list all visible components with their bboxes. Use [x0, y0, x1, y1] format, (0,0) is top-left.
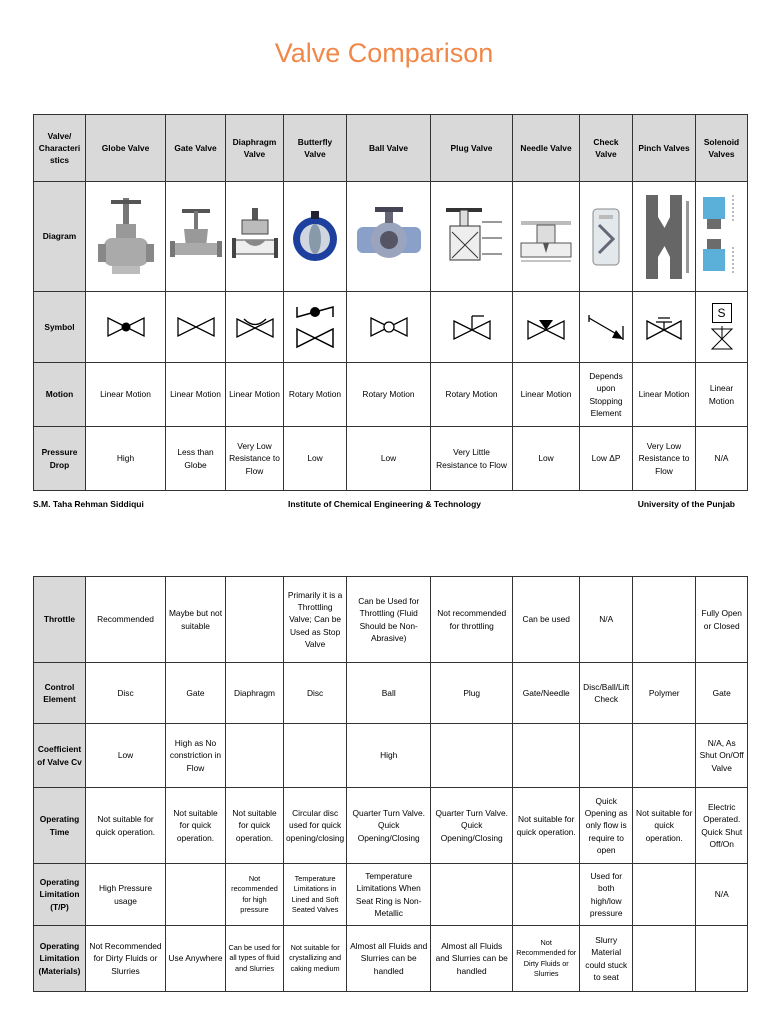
header-cell: Diaphragm Valve	[226, 115, 284, 182]
cell: Not Recommended for Dirty Fluids or Slurries	[513, 926, 580, 992]
header-cell: Valve/ Characteri stics	[34, 115, 86, 182]
cell	[431, 724, 513, 788]
cell: Fully Open or Closed	[696, 577, 748, 663]
cell	[431, 864, 513, 926]
cell: Linear Motion	[513, 363, 580, 427]
cell: High	[347, 724, 431, 788]
cell: Not recommended for high pressure	[226, 864, 284, 926]
check-valve-symbol	[580, 292, 633, 363]
header-cell: Pinch Valves	[633, 115, 696, 182]
cell: Quarter Turn Valve. Quick Opening/Closing	[347, 788, 431, 864]
cell: Not suitable for quick operation.	[513, 788, 580, 864]
cell: Rotary Motion	[431, 363, 513, 427]
cell: Not Recommended for Dirty Fluids or Slurries	[86, 926, 166, 992]
cell: Linear Motion	[696, 363, 748, 427]
cell: Low	[347, 427, 431, 491]
cell: Low	[86, 724, 166, 788]
cell: Less than Globe	[166, 427, 226, 491]
cell: Rotary Motion	[284, 363, 347, 427]
footer-author: S.M. Taha Rehman Siddiqui	[33, 499, 144, 509]
cell: High	[86, 427, 166, 491]
needle-valve-diagram	[513, 182, 580, 292]
valve-table-part-2	[33, 576, 748, 992]
cell: Almost all Fluids and Slurries can be handled	[347, 926, 431, 992]
coefficient-row	[34, 724, 748, 788]
cell	[226, 577, 284, 663]
cell: Gate	[166, 663, 226, 724]
row-label: Control Element	[34, 663, 86, 724]
cell: Not suitable for crystallizing and caking medium	[284, 926, 347, 992]
cell: Use Anywhere	[166, 926, 226, 992]
cell: Rotary Motion	[347, 363, 431, 427]
cell: Polymer	[633, 663, 696, 724]
cell	[284, 724, 347, 788]
cell: N/A	[696, 864, 748, 926]
cell: Recommended	[86, 577, 166, 663]
cell: Disc	[284, 663, 347, 724]
cell: Linear Motion	[633, 363, 696, 427]
cell: N/A, As Shut On/Off Valve	[696, 724, 748, 788]
row-label: Operating Limitation (Materials)	[34, 926, 86, 992]
header-cell: Plug Valve	[431, 115, 513, 182]
cell: Primarily it is a Throttling Valve; Can be Used as Stop Valve	[284, 577, 347, 663]
motion-row	[34, 363, 748, 427]
butterfly-valve-symbol	[284, 292, 347, 363]
cell: Disc/Ball/Lift Check	[580, 663, 633, 724]
cell: N/A	[580, 577, 633, 663]
header-cell: Gate Valve	[166, 115, 226, 182]
cell: Linear Motion	[226, 363, 284, 427]
cell: Temperature Limitations in Lined and Soft Seated Valves	[284, 864, 347, 926]
cell: Linear Motion	[166, 363, 226, 427]
page-title: Valve Comparison	[274, 38, 494, 68]
header-cell: Butterfly Valve	[284, 115, 347, 182]
row-label: Throttle	[34, 577, 86, 663]
plug-valve-diagram	[431, 182, 513, 292]
cell: Can be used for all types of fluid and Slurries	[226, 926, 284, 992]
cell	[633, 926, 696, 992]
throttle-row	[34, 577, 748, 663]
cell: Not recommended for throttling	[431, 577, 513, 663]
cell: Depends upon Stopping Element	[580, 363, 633, 427]
cell: Almost all Fluids and Slurries can be handled	[431, 926, 513, 992]
cell: Ball	[347, 663, 431, 724]
cell: Linear Motion	[86, 363, 166, 427]
cell	[166, 864, 226, 926]
globe-valve-symbol	[86, 292, 166, 363]
cell	[580, 724, 633, 788]
cell: Disc	[86, 663, 166, 724]
ball-valve-symbol	[347, 292, 431, 363]
cell: Temperature Limitations When Seat Ring is Non-Metallic	[347, 864, 431, 926]
valve-table-part-1	[33, 114, 748, 491]
pinch-valve-symbol	[633, 292, 696, 363]
row-label: Operating Time	[34, 788, 86, 864]
cell: Plug	[431, 663, 513, 724]
cell: Quick Opening as only flow is require to open	[580, 788, 633, 864]
cell: Very Low Resistance to Flow	[633, 427, 696, 491]
diaphragm-valve-diagram	[226, 182, 284, 292]
row-label: Operating Limitation (T/P)	[34, 864, 86, 926]
cell: Very Little Resistance to Flow	[431, 427, 513, 491]
cell: Slurry Material could stuck to seat	[580, 926, 633, 992]
row-label: Pressure Drop	[34, 427, 86, 491]
check-valve-diagram	[580, 182, 633, 292]
pressure-drop-row	[34, 427, 748, 491]
cell: Gate	[696, 663, 748, 724]
row-label: Symbol	[34, 292, 86, 363]
operating-time-row	[34, 788, 748, 864]
cell	[513, 724, 580, 788]
solenoid-valve-diagram	[696, 182, 748, 292]
needle-valve-symbol	[513, 292, 580, 363]
header-row	[34, 115, 748, 182]
cell: Not suitable for quick operation.	[633, 788, 696, 864]
cell: Can be Used for Throttling (Fluid Should be Non-Abrasive)	[347, 577, 431, 663]
header-cell: Globe Valve	[86, 115, 166, 182]
row-label: Coefficient of Valve Cv	[34, 724, 86, 788]
solenoid-valve-symbol	[696, 292, 748, 363]
cell	[633, 577, 696, 663]
cell: Can be used	[513, 577, 580, 663]
butterfly-valve-diagram	[284, 182, 347, 292]
cell: High Pressure usage	[86, 864, 166, 926]
cell: N/A	[696, 427, 748, 491]
symbol-row	[34, 292, 748, 363]
header-cell: Ball Valve	[347, 115, 431, 182]
cell	[226, 724, 284, 788]
cell: Diaphragm	[226, 663, 284, 724]
cell: Not suitable for quick operation.	[86, 788, 166, 864]
pinch-valve-diagram	[633, 182, 696, 292]
cell: Electric Operated. Quick Shut Off/On	[696, 788, 748, 864]
header-cell: Needle Valve	[513, 115, 580, 182]
gate-valve-diagram	[166, 182, 226, 292]
diagram-row	[34, 182, 748, 292]
cell: Very Low Resistance to Flow	[226, 427, 284, 491]
cell: Low	[513, 427, 580, 491]
cell: Not suitable for quick operation.	[226, 788, 284, 864]
cell: Gate/Needle	[513, 663, 580, 724]
plug-valve-symbol	[431, 292, 513, 363]
cell: Low	[284, 427, 347, 491]
ball-valve-diagram	[347, 182, 431, 292]
control-element-row	[34, 663, 748, 724]
cell: Circular disc used for quick opening/closing	[284, 788, 347, 864]
solenoid-symbol-box: S	[712, 303, 732, 323]
row-label: Motion	[34, 363, 86, 427]
footer-university: University of the Punjab	[637, 499, 735, 509]
cell: High as No constriction in Flow	[166, 724, 226, 788]
cell: Not suitable for quick operation.	[166, 788, 226, 864]
cell: Quarter Turn Valve. Quick Opening/Closing	[431, 788, 513, 864]
cell	[513, 864, 580, 926]
operating-limitation-tp-row	[34, 864, 748, 926]
header-cell: Check Valve	[580, 115, 633, 182]
cell: Low ΔP	[580, 427, 633, 491]
cell	[633, 864, 696, 926]
cell: Used for both high/low pressure	[580, 864, 633, 926]
gate-valve-symbol	[166, 292, 226, 363]
diaphragm-valve-symbol	[226, 292, 284, 363]
cell	[633, 724, 696, 788]
header-cell: Solenoid Valves	[696, 115, 748, 182]
globe-valve-diagram	[86, 182, 166, 292]
cell: Maybe but not suitable	[166, 577, 226, 663]
footer-institute: Institute of Chemical Engineering & Technology	[288, 499, 481, 509]
cell	[696, 926, 748, 992]
row-label: Diagram	[34, 182, 86, 292]
operating-limitation-materials-row	[34, 926, 748, 992]
